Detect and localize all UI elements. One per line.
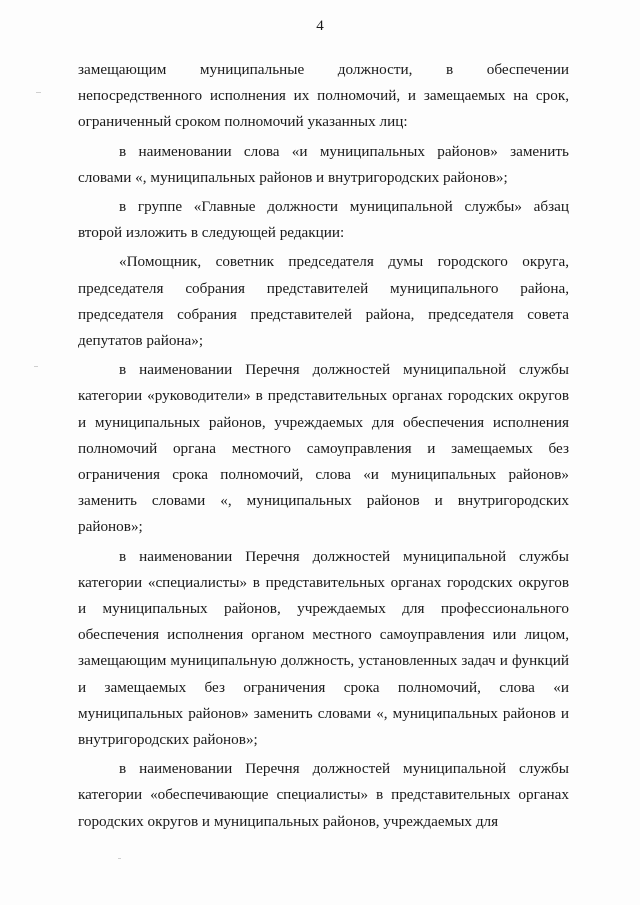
scan-mark-top bbox=[36, 92, 41, 93]
paragraph-heads-category: в наименовании Перечня должностей муниципальной службы категории «руководители» в представительных органах городских округов и муниципальных районов, учреждаемых для обеспечения исполнения полномочий органа местного самоуправления и замещаемых без ограничения срока полномочий, слова «и муниципальных районов» заменить словами «, муниципальных районов и внутригородских районов»; bbox=[78, 361, 569, 536]
page-number: 4 bbox=[316, 18, 324, 34]
paragraph-supporting-specialists-category: в наименовании Перечня должностей муниципальной службы категории «обеспечивающие специалисты» в представительных органах городских округов и муниципальных районов, учреждаемых для bbox=[78, 760, 569, 830]
paragraph-quoted-new-text: «Помощник, советник председателя думы городского округа, председателя собрания представителей муниципального района, председателя собрания представителей района, председателя совета депутатов района»; bbox=[78, 253, 569, 350]
paragraph-specialists-category: в наименовании Перечня должностей муниципальной службы категории «специалисты» в представительных органах городских округов и муниципальных районов, учреждаемых для профессионального обеспечения исполнения органом местного самоуправления или лицом, замещающим муниципальную должность, установленных задач и функций и замещаемых без ограничения срока полномочий, слова «и муниципальных районов» заменить словами «, муниципальных районов и внутригородских районов»; bbox=[78, 547, 569, 749]
scan-mark-middle bbox=[34, 366, 38, 367]
scan-mark-bottom bbox=[118, 858, 121, 859]
paragraph-continuation: замещающим муниципальные должности, в обеспечении непосредственного исполнения их полномочий, и замещаемых на срок, ограниченный сроком полномочий указанных лиц: bbox=[78, 61, 569, 131]
document-body bbox=[78, 57, 569, 835]
paragraph-main-positions-group: в группе «Главные должности муниципальной службы» абзац второй изложить в следующей редакции: bbox=[78, 198, 569, 242]
paragraph-rename-districts: в наименовании слова «и муниципальных районов» заменить словами «, муниципальных районов и внутригородских районов»; bbox=[78, 142, 569, 186]
